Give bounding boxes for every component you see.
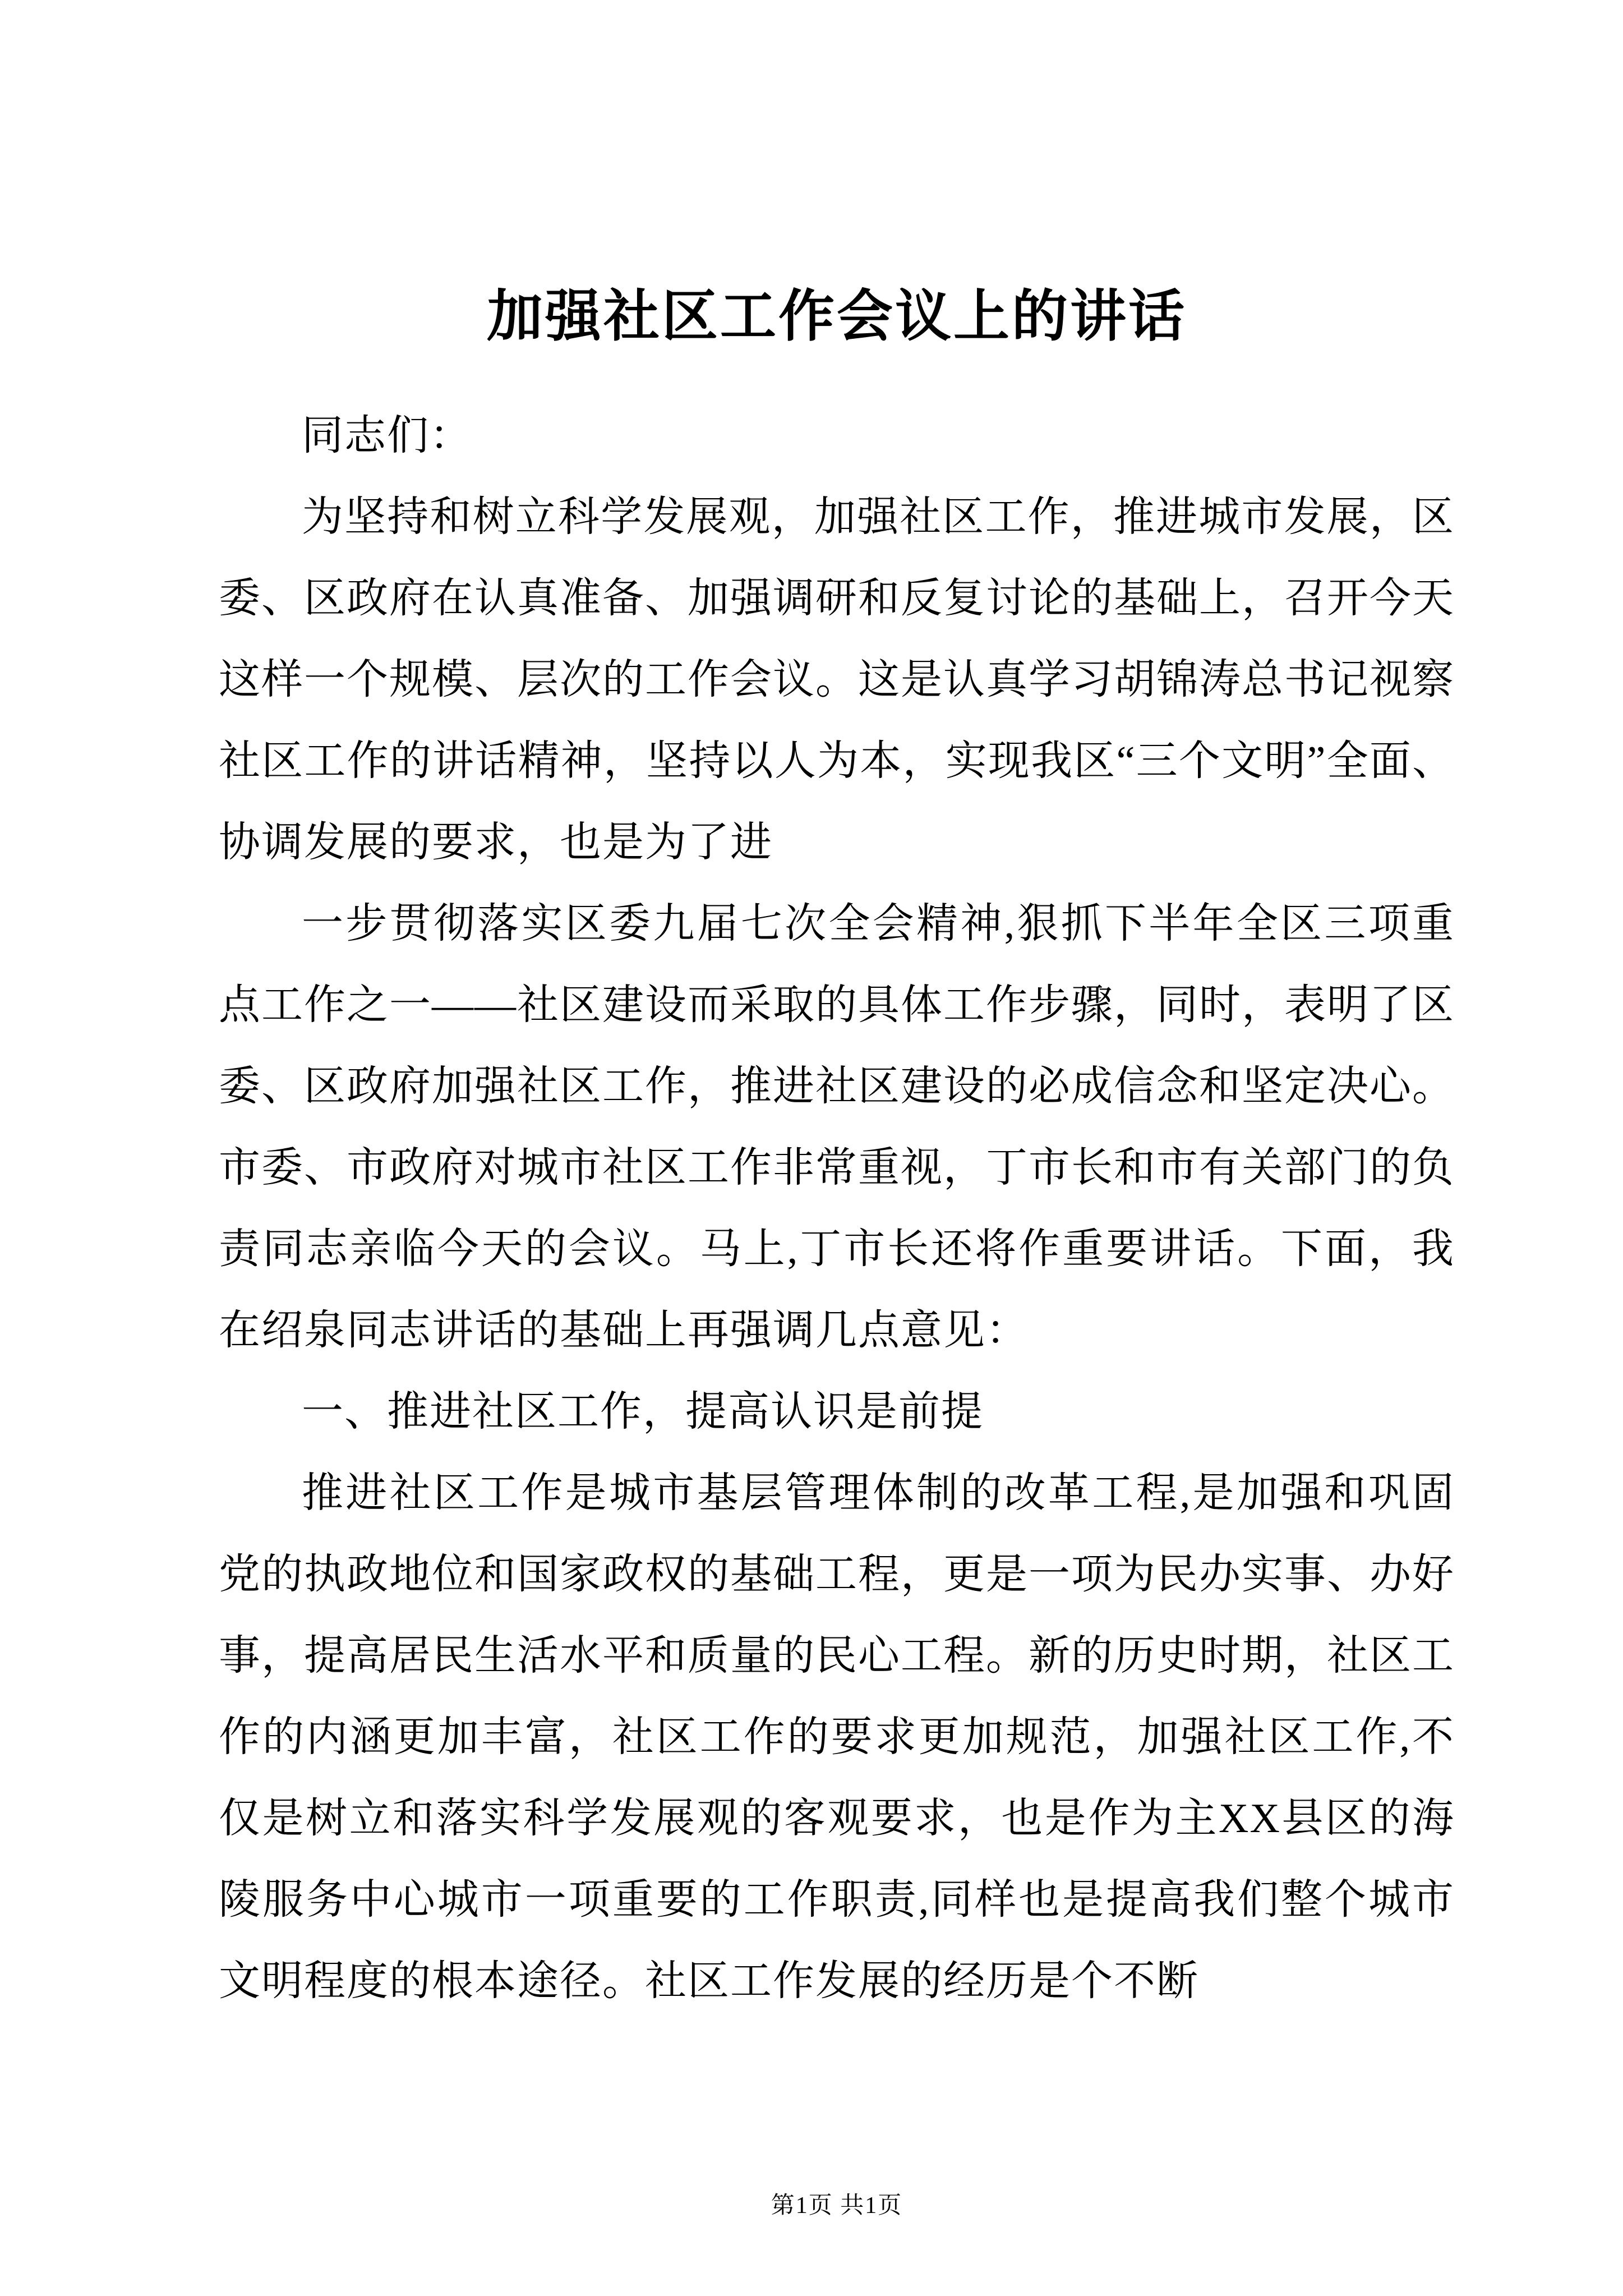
paragraph: 一步贯彻落实区委九届七次全会精神,狠抓下半年全区三项重点工作之一——社区建设而采取的具体工作步骤，同时，表明了区委、区政府加强社区工作，推进社区建设的必成信念和坚定决心。市委、市政府对城市社区工作非常重视，丁市长和市有关部门的负责同志亲临今天的会议。马上,丁市长还将作重要讲话。下面，我在绍泉同志讲话的基础上再强调几点意见：	[219, 901, 1455, 1354]
paragraph-salutation: 同志们：	[302, 413, 472, 459]
paragraph-section-heading: 一、推进社区工作，提高认识是前提	[302, 1389, 984, 1435]
page-number-footer: 第1页 共1页	[771, 2193, 903, 2219]
document-body	[219, 395, 1455, 2022]
paragraph: 推进社区工作是城市基层管理体制的改革工程,是加强和巩固党的执政地位和国家政权的基础工程，更是一项为民办实事、办好事，提高居民生活水平和质量的民心工程。新的历史时期，社区工作的内涵更加丰富，社区工作的要求更加规范，加强社区工作,不仅是树立和落实科学发展观的客观要求，也是作为主XX县区的海陵服务中心城市一项重要的工作职责,同样也是提高我们整个城市文明程度的根本途径。社区工作发展的经历是个不断	[219, 1470, 1455, 2004]
document-title: 加强社区工作会议上的讲话	[487, 286, 1187, 348]
paragraph: 为坚持和树立科学发展观，加强社区工作，推进城市发展，区委、区政府在认真准备、加强调研和反复讨论的基础上，召开今天这样一个规模、层次的工作会议。这是认真学习胡锦涛总书记视察社区工作的讲话精神，坚持以人为本，实现我区“三个文明”全面、协调发展的要求，也是为了进	[219, 494, 1455, 866]
